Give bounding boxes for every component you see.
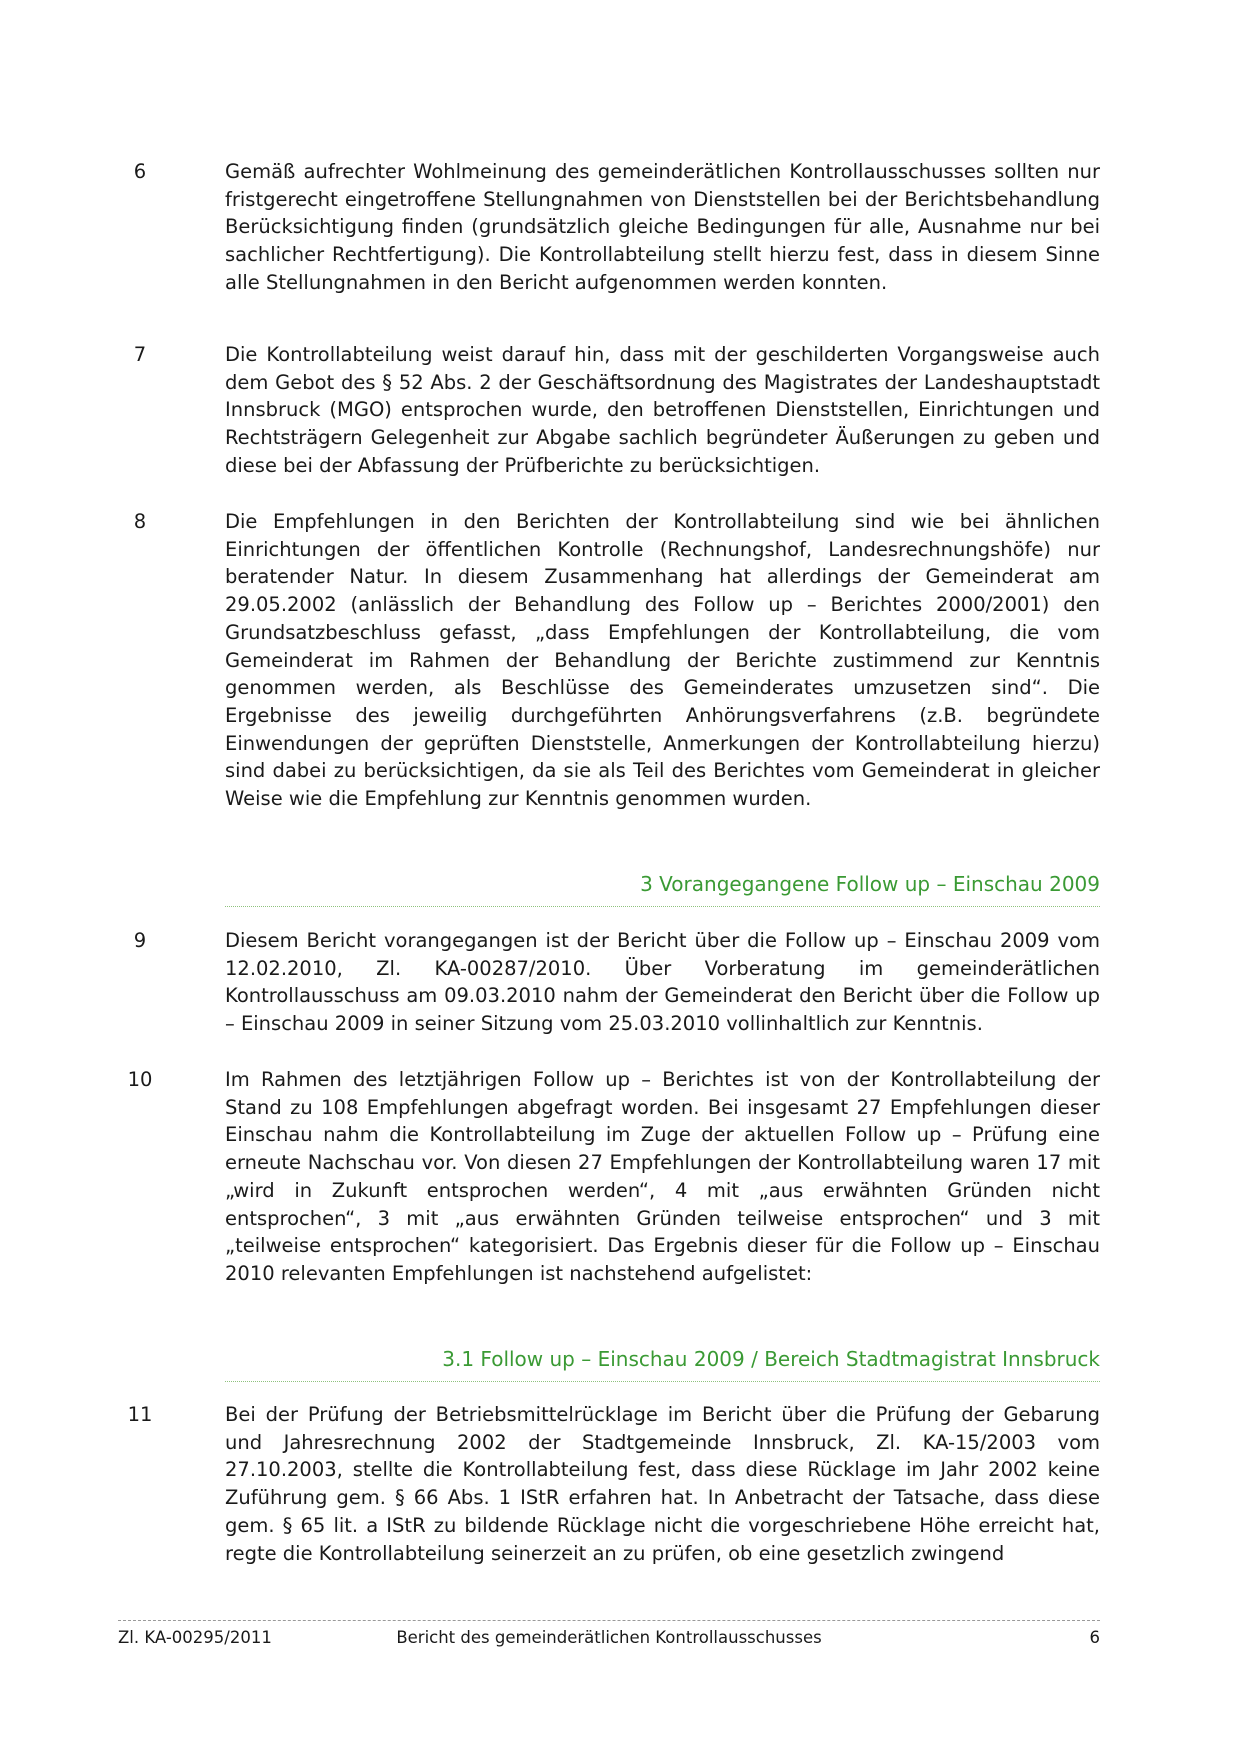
paragraph-number: 11 — [127, 1403, 153, 1426]
paragraph-number: 7 — [133, 343, 147, 366]
section-heading-3-1: 3.1 Follow up – Einschau 2009 / Bereich Stadtmagistrat Innsbruck — [225, 1345, 1100, 1382]
paragraph-text: Diesem Bericht vorangegangen ist der Bericht über die Follow up – Einschau 2009 vom 12.02.2010, Zl. KA-00287/2010. Über Vorberatung im gemeinderätlichen Kontrollausschuss am 09.03.2010 nahm der Gemeinderat den Bericht über die Follow up – Einschau 2009 in seiner Sitzung vom 25.03.2010 vollinhaltlich zur Kenntnis. — [225, 929, 1100, 1036]
paragraph-text: Bei der Prüfung der Betriebsmittelrücklage im Bericht über die Prüfung der Gebarung und Jahresrechnung 2002 der Stadtgemeinde Innsbruck, Zl. KA-15/2003 vom 27.10.2003, stellte die Kontrollabteilung fest, dass diese Rücklage im Jahr 2002 keine Zuführung gem. § 66 Abs. 1 IStR erfahren hat. In Anbetracht der Tatsache, dass diese gem. § 65 lit. a IStR zu bildende Rücklage nicht die vorgeschriebene Höhe erreicht hat, regte die Kontrollabteilung seinerzeit an zu prüfen, ob eine gesetzlich zwingend — [225, 1403, 1100, 1565]
footer-reference: Zl. KA-00295/2011 — [118, 1628, 272, 1647]
paragraph-number: 8 — [133, 510, 147, 533]
page-footer — [118, 1620, 1100, 1651]
footer-title: Bericht des gemeinderätlichen Kontrollausschusses — [396, 1628, 822, 1647]
paragraph-text: Die Empfehlungen in den Berichten der Kontrollabteilung sind wie bei ähnlichen Einrichtungen der öffentlichen Kontrolle (Rechnungshof, Landesrechnungshöfe) nur beratender Natur. In diesem Zusammenhang hat allerdings der Gemeinderat am 29.05.2002 (anlässlich der Behandlung des Follow up – Berichtes 2000/2001) den Grundsatzbeschluss gefasst, „dass Empfehlungen der Kontrollabteilung, die vom Gemeinderat im Rahmen der Behandlung der Berichte zustimmend zur Kenntnis genommen werden, als Beschlüsse des Gemeinderates umzusetzen sind“. Die Ergebnisse des jeweilig durchgeführten Anhörungsverfahrens (z.B. begründete Einwendungen der geprüften Dienststelle, Anmerkungen der Kontrollabteilung hierzu) sind dabei zu berücksichtigen, da sie als Teil des Berichtes vom Gemeinderat in gleicher Weise wie die Empfehlung zur Kenntnis genommen wurden. — [225, 510, 1100, 811]
paragraph-text: Gemäß aufrechter Wohlmeinung des gemeinderätlichen Kontrollausschusses sollten nur fristgerecht eingetroffene Stellungnahmen von Dienststellen bei der Berichtsbehandlung Berücksichtigung finden (grundsätzlich gleiche Bedingungen für alle, Ausnahme nur bei sachlicher Rechtfertigung). Die Kontrollabteilung stellt hierzu fest, dass in diesem Sinne alle Stellungnahmen in den Bericht aufgenommen werden konnten. — [225, 160, 1100, 294]
paragraph-text: Im Rahmen des letztjährigen Follow up – Berichtes ist von der Kontrollabteilung der Stand zu 108 Empfehlungen abgefragt worden. Bei insgesamt 27 Empfehlungen dieser Einschau nahm die Kontrollabteilung im Zuge der aktuellen Follow up – Prüfung eine erneute Nachschau vor. Von diesen 27 Empfehlungen der Kontrollabteilung waren 17 mit „wird in Zukunft entsprochen werden“, 4 mit „aus erwähnten Gründen nicht entsprochen“, 3 mit „aus erwähnten Gründen teilweise entsprochen“ und 3 mit „teilweise entsprochen“ kategorisiert. Das Ergebnis dieser für die Follow up – Einschau 2010 relevanten Empfehlungen ist nachstehend aufgelistet: — [225, 1068, 1100, 1285]
paragraph-text: Die Kontrollabteilung weist darauf hin, dass mit der geschilderten Vorgangsweise auch dem Gebot des § 52 Abs. 2 der Geschäftsordnung des Magistrates der Landeshauptstadt Innsbruck (MGO) entsprochen wurde, den betroffenen Dienststellen, Einrichtungen und Rechtsträgern Gelegenheit zur Abgabe sachlich begründeter Äußerungen zu geben und diese bei der Abfassung der Prüfberichte zu berücksichtigen. — [225, 343, 1100, 477]
paragraph-number: 9 — [133, 929, 147, 952]
page-number: 6 — [1089, 1628, 1100, 1647]
paragraph-number: 10 — [127, 1068, 153, 1091]
section-heading-3: 3 Vorangegangene Follow up – Einschau 2009 — [225, 870, 1100, 907]
paragraph-number: 6 — [133, 160, 147, 183]
